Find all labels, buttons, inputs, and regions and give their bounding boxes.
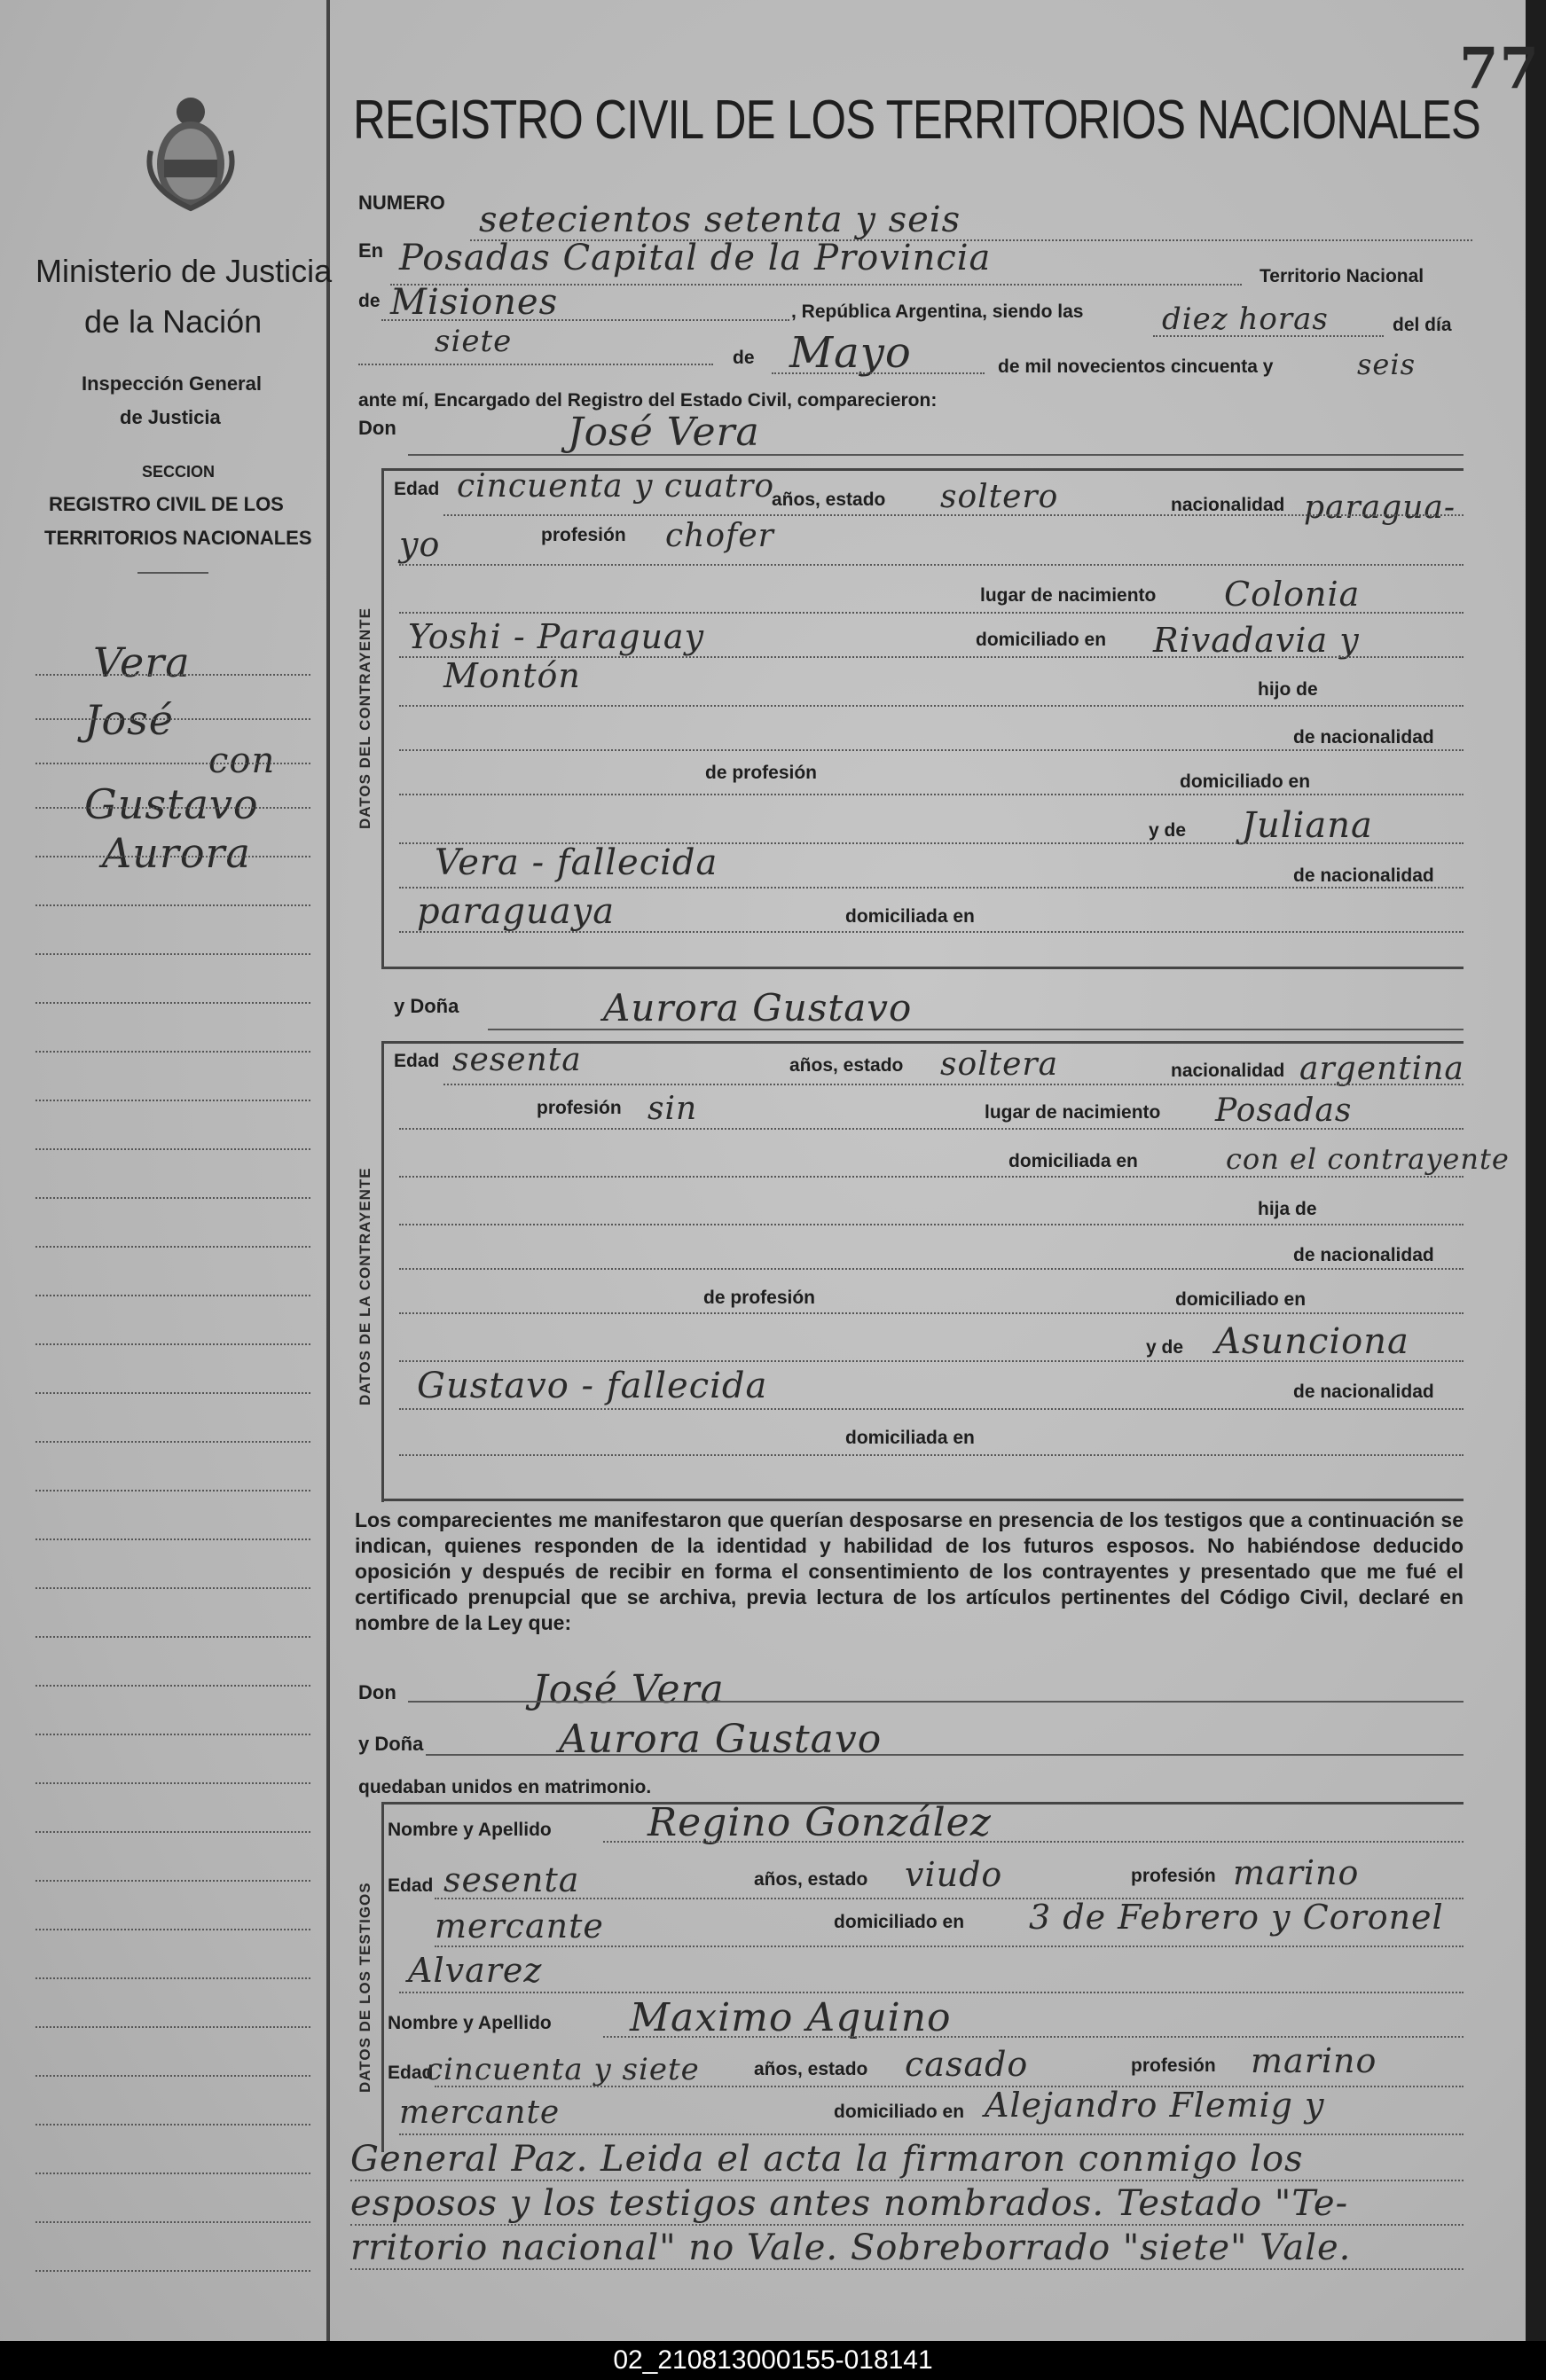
mes-line	[772, 372, 985, 374]
t2-edad-label: Edad	[388, 2063, 434, 2083]
f-de-prof-label: de profesión	[703, 1288, 816, 1308]
sidebar-note: Gustavo	[84, 780, 259, 828]
c-domiciliado-en-label: domiciliado en	[1180, 771, 1311, 792]
t1-line-3	[435, 1945, 1464, 1947]
page-title: REGISTRO CIVIL DE LOS TERRITORIOS NACIONALES	[353, 90, 1480, 151]
f-line-5	[399, 1268, 1464, 1270]
sidebar-note: José	[84, 696, 174, 744]
c-line-9	[399, 887, 1464, 889]
t2-estado-label: años, estado	[754, 2059, 868, 2079]
sidebar-note: Vera	[93, 638, 191, 686]
c-nacionalidad-label: nacionalidad	[1171, 495, 1285, 515]
image-id-bar: 02_210813000155-018141	[0, 2341, 1546, 2380]
anio-label: de mil novecientos cincuenta y	[998, 356, 1274, 377]
c-y-de-label: y de	[1149, 820, 1187, 841]
c-madre-cont: Vera - fallecida	[435, 842, 718, 883]
f-nacionalidad-value: argentina	[1299, 1051, 1464, 1087]
t2-nombre-value: Maximo Aquino	[630, 1995, 952, 2040]
f-line-1	[443, 1084, 1464, 1085]
c-domiciliado-cont: Montón	[443, 656, 581, 695]
t1-profesion-label: profesión	[1131, 1866, 1216, 1886]
c-hijo-label: hijo de	[1258, 679, 1318, 700]
hora-value: diez horas	[1162, 301, 1329, 337]
en-value: Posadas Capital de la Provincia	[399, 238, 992, 278]
numero-value: setecientos setenta y seis	[479, 200, 961, 240]
f-de-nac2-label: de nacionalidad	[1293, 1382, 1434, 1402]
f-estado-label: años, estado	[789, 1055, 904, 1076]
c-line-3	[399, 612, 1464, 614]
t2-profesion-label: profesión	[1131, 2055, 1216, 2076]
f-estado-value: soltera	[940, 1046, 1059, 1083]
c-de-nac-label: de nacionalidad	[1293, 727, 1434, 748]
f-edad-label: Edad	[394, 1051, 440, 1071]
sidebar-ministry: Ministerio de Justicia	[35, 253, 333, 289]
c-line-6	[399, 749, 1464, 751]
c-nacionalidad-value: paragua-	[1304, 489, 1456, 526]
closing-rule	[350, 2180, 1464, 2181]
f-hija-label: hija de	[1258, 1199, 1317, 1219]
c-line-1	[443, 514, 1464, 516]
f-domiciliado-en-label: domiciliado en	[1175, 1289, 1307, 1310]
sidebar-inspeccion-2: de Justicia	[120, 406, 221, 428]
f-edad-value: sesenta	[452, 1042, 582, 1078]
f-line-3	[399, 1176, 1464, 1178]
del-dia-label: del día	[1393, 315, 1452, 335]
c-de-nac2-label: de nacionalidad	[1293, 865, 1434, 886]
f-profesion-value: sin	[647, 1091, 698, 1127]
t1-profesion-value: marino	[1233, 1853, 1360, 1892]
t2-nombre-label: Nombre y Apellido	[388, 2013, 552, 2033]
contrayente-section-label: DATOS DEL CONTRAYENTE	[357, 607, 373, 829]
f-madre-value: Asunciona	[1215, 1321, 1409, 1362]
t2-line-3	[399, 2133, 1464, 2135]
dona-line	[488, 1029, 1464, 1030]
c-domiciliado-label: domiciliado en	[976, 630, 1107, 650]
t2-domicilio-value: Alejandro Flemig y	[985, 2086, 1325, 2125]
quedaban-text: quedaban unidos en matrimonio.	[358, 1777, 652, 1797]
c-line-10	[399, 931, 1464, 933]
c-edad-value: cincuenta y cuatro	[457, 468, 775, 505]
t1-estado-label: años, estado	[754, 1869, 868, 1890]
c-line-2	[399, 564, 1464, 566]
de-label: de	[358, 291, 381, 311]
t1-domicilio-cont: Alvarez	[408, 1951, 543, 1990]
t2-domiciliado-label: domiciliado en	[834, 2102, 965, 2122]
territorio-label: Territorio Nacional	[1260, 266, 1424, 286]
t1-profesion-cont: mercante	[435, 1906, 604, 1945]
c-estado-label: años, estado	[772, 489, 886, 510]
coat-of-arms-icon	[142, 89, 239, 213]
c-domiciliada-label: domiciliada en	[845, 906, 975, 927]
sidebar-registro-2: TERRITORIOS NACIONALES	[44, 527, 312, 549]
contrayenta-section-label: DATOS DE LA CONTRAYENTE	[357, 1167, 373, 1405]
t1-domicilio-value: 3 de Febrero y Coronel	[1029, 1898, 1444, 1937]
closing-rule	[350, 2224, 1464, 2226]
en-label: En	[358, 239, 384, 262]
c-domiciliado-value: Rivadavia y	[1153, 621, 1360, 660]
f-profesion-label: profesión	[537, 1098, 622, 1118]
contrayenta-box-bottom	[381, 1499, 1464, 1501]
c-de-prof-label: de profesión	[705, 763, 818, 783]
republica-label: , República Argentina, siendo las	[791, 301, 1084, 322]
f-line-7	[399, 1360, 1464, 1362]
ante-label: ante mí, Encargado del Registro del Estado Civil, comparecieron:	[358, 390, 938, 411]
sidebar-note: Aurora	[102, 829, 251, 877]
anio-value: seis	[1357, 348, 1417, 381]
c-lugar-value: Colonia	[1224, 575, 1361, 614]
decl-dona-line	[426, 1754, 1464, 1756]
sidebar-note: con	[208, 740, 276, 781]
contrayente-box-left	[381, 468, 384, 969]
t1-line-1	[603, 1841, 1464, 1843]
f-madre-cont: Gustavo - fallecida	[417, 1366, 768, 1406]
page-number: 77	[1459, 35, 1541, 102]
c-madre-value: Juliana	[1242, 805, 1373, 846]
don-value: José Vera	[568, 410, 760, 455]
c-madre-nac: paraguaya	[417, 891, 616, 932]
declaration-text: Los comparecientes me manifestaron que querían desposarse en presencia de los testigos que a continuación se indican, quienes responden de la identidad y habilidad de los futuros esposos. No habiéndose deducido oposición y después de recibir en forma el consentimiento de los contrayentes y presentado que me fué el certificado prenupcial que se archiva, previa lectura de los artículos pertinentes del Código Civil, declaré en nombre de la Ley que:	[355, 1508, 1464, 1634]
don-label: Don	[358, 417, 396, 439]
t1-edad-value: sesenta	[443, 1860, 580, 1899]
c-lugar-cont: Yoshi - Paraguay	[408, 617, 705, 656]
decl-don-label: Don	[358, 1681, 396, 1703]
t2-profesion-cont: mercante	[399, 2094, 561, 2131]
decl-dona-value: Aurora Gustavo	[559, 1717, 883, 1762]
t1-edad-label: Edad	[388, 1875, 434, 1896]
contrayente-box-bottom	[381, 967, 1464, 969]
t2-profesion-value: marino	[1251, 2041, 1377, 2080]
c-estado-value: soltero	[940, 479, 1059, 515]
c-profesion-label: profesión	[541, 525, 626, 545]
dia-value: siete	[435, 324, 513, 359]
t1-nombre-label: Nombre y Apellido	[388, 1820, 552, 1840]
c-line-5	[399, 705, 1464, 707]
f-domiciliada-label: domiciliada en	[1008, 1151, 1138, 1171]
sidebar-divider	[326, 0, 330, 2380]
contrayenta-box-left	[381, 1041, 384, 1502]
t2-estado-value: casado	[905, 2045, 1029, 2084]
f-line-4	[399, 1224, 1464, 1225]
f-line-9	[399, 1454, 1464, 1456]
c-lugar-label: lugar de nacimiento	[980, 585, 1157, 606]
mes-value: Mayo	[789, 328, 912, 378]
t1-domiciliado-label: domiciliado en	[834, 1912, 965, 1932]
t1-estado-value: viudo	[905, 1855, 1003, 1894]
closing-line: General Paz. Leida el acta la firmaron conmigo los	[350, 2139, 1304, 2180]
numero-label: NUMERO	[358, 192, 445, 214]
f-line-8	[399, 1408, 1464, 1410]
don-line	[408, 454, 1464, 456]
de-value: Misiones	[390, 282, 559, 323]
de-line	[381, 319, 789, 321]
f-y-de-label: y de	[1146, 1337, 1184, 1358]
f-de-nac-label: de nacionalidad	[1293, 1245, 1434, 1265]
de2-label: de	[733, 348, 755, 368]
closing-rule	[350, 2268, 1464, 2270]
sidebar-registro-1: REGISTRO CIVIL DE LOS	[49, 493, 284, 515]
sidebar-short-rule	[137, 572, 208, 574]
closing-line: rritorio nacional" no Vale. Sobreborrado "siete" Vale.	[350, 2227, 1352, 2268]
f-nacionalidad-label: nacionalidad	[1171, 1061, 1285, 1081]
c-profesion-value: chofer	[665, 518, 774, 554]
sidebar-inspeccion: Inspección General	[82, 372, 262, 395]
dona-value: Aurora Gustavo	[603, 986, 913, 1030]
f-domiciliada2-label: domiciliada en	[845, 1428, 975, 1448]
y-dona-label: y Doña	[394, 995, 459, 1017]
hora-line	[1153, 335, 1384, 337]
c-line-7	[399, 794, 1464, 795]
testigos-section-label: DATOS DE LOS TESTIGOS	[357, 1882, 373, 2093]
c-nacionalidad-cont: yo	[399, 525, 441, 564]
decl-don-value: José Vera	[532, 1667, 725, 1712]
f-line-6	[399, 1312, 1464, 1314]
sidebar-ministry-2: de la Nación	[84, 303, 263, 340]
c-edad-label: Edad	[394, 479, 440, 499]
f-domiciliada-value: con el contrayente	[1226, 1142, 1510, 1176]
closing-line: esposos y los testigos antes nombrados. Testado "Te-	[350, 2183, 1349, 2224]
f-lugar-label: lugar de nacimiento	[985, 1102, 1161, 1123]
sidebar-seccion: SECCION	[142, 463, 216, 481]
f-line-2	[399, 1128, 1464, 1130]
decl-dona-label: y Doña	[358, 1733, 424, 1755]
t1-line-4	[399, 1992, 1464, 1993]
t1-nombre-value: Regino González	[647, 1800, 992, 1845]
f-lugar-value: Posadas	[1215, 1092, 1353, 1129]
decl-don-line	[408, 1701, 1464, 1703]
dia-line	[358, 364, 713, 365]
t2-edad-value: cincuenta y siete	[426, 2052, 700, 2087]
testigos-box-left	[381, 1802, 384, 2152]
t2-line-1	[603, 2036, 1464, 2038]
